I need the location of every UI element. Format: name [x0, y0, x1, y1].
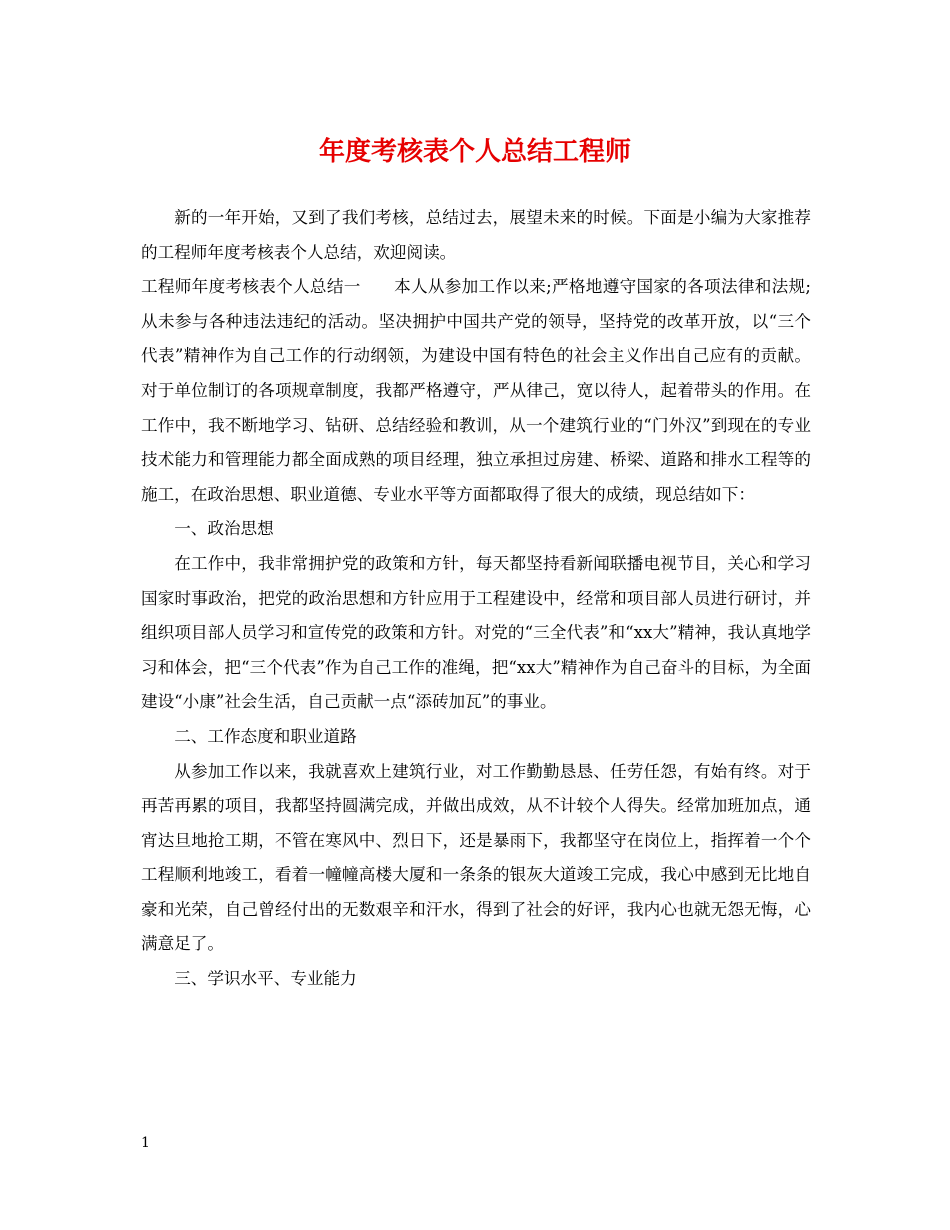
summary-one-text: 本人从参加工作以来;严格地遵守国家的各项法律和法规;从未参与各种违法违纪的活动。坚决拥护中国共产党的领导，坚持党的改革开放，以“三个代表”精神作为自己工作的行动纲领，为建设中国有特色的社会主义作出自己应有的贡献。对于单位制订的各项规章制度，我都严格遵守，严从律己，宽以待人，起着带头的作用。在工作中，我不断地学习、钻研、总结经验和教训，从一个建筑行业的“门外汉”到现在的专业技术能力和管理能力都全面成熟的项目经理，独立承担过房建、桥梁、道路和排水工程等的施工，在政治思想、职业道德、专业水平等方面都取得了很大的成绩，现总结如下： — [141, 277, 811, 504]
page-number: 1 — [141, 1135, 150, 1151]
summary-one-paragraph — [141, 270, 811, 512]
intro-paragraph: 新的一年开始，又到了我们考核，总结过去，展望未来的时候。下面是小编为大家推荐的工程师年度考核表个人总结，欢迎阅读。 — [141, 208, 811, 262]
document-title: 年度考核表个人总结工程师 — [318, 137, 631, 167]
document-body — [141, 201, 811, 997]
section-heading-politics: 一、政治思想 — [174, 519, 274, 539]
section-heading-attitude: 二、工作态度和职业道路 — [174, 726, 357, 746]
attitude-paragraph: 从参加工作以来，我就喜欢上建筑行业，对工作勤勤恳恳、任劳任怨，有始有终。对于再苦再累的项目，我都坚持圆满完成，并做出成效，从不计较个人得失。经常加班加点，通宵达旦地抢工期，不管在寒风中、烈日下，还是暴雨下，我都坚守在岗位上，指挥着一个个工程顺利地竣工，看着一幢幢高楼大厦和一条条的银灰大道竣工完成，我心中感到无比地自豪和光荣，自己曾经付出的无数艰辛和汗水，得到了社会的好评，我内心也就无怨无悔，心满意足了。 — [141, 761, 811, 954]
summary-one-heading: 工程师年度考核表个人总结一 — [141, 277, 361, 297]
section-heading-knowledge: 三、学识水平、专业能力 — [174, 969, 357, 989]
politics-paragraph: 在工作中，我非常拥护党的政策和方针，每天都坚持看新闻联播电视节目，关心和学习国家时事政治，把党的政治思想和方针应用于工程建设中，经常和项目部人员进行研讨，并组织项目部人员学习和宣传党的政策和方针。对党的“三全代表”和“xx大”精神，我认真地学习和体会，把“三个代表”作为自己工作的准绳，把“xx大”精神作为自己奋斗的目标，为全面建设“小康”社会生活，自己贡献一点“添砖加瓦”的事业。 — [141, 553, 811, 712]
